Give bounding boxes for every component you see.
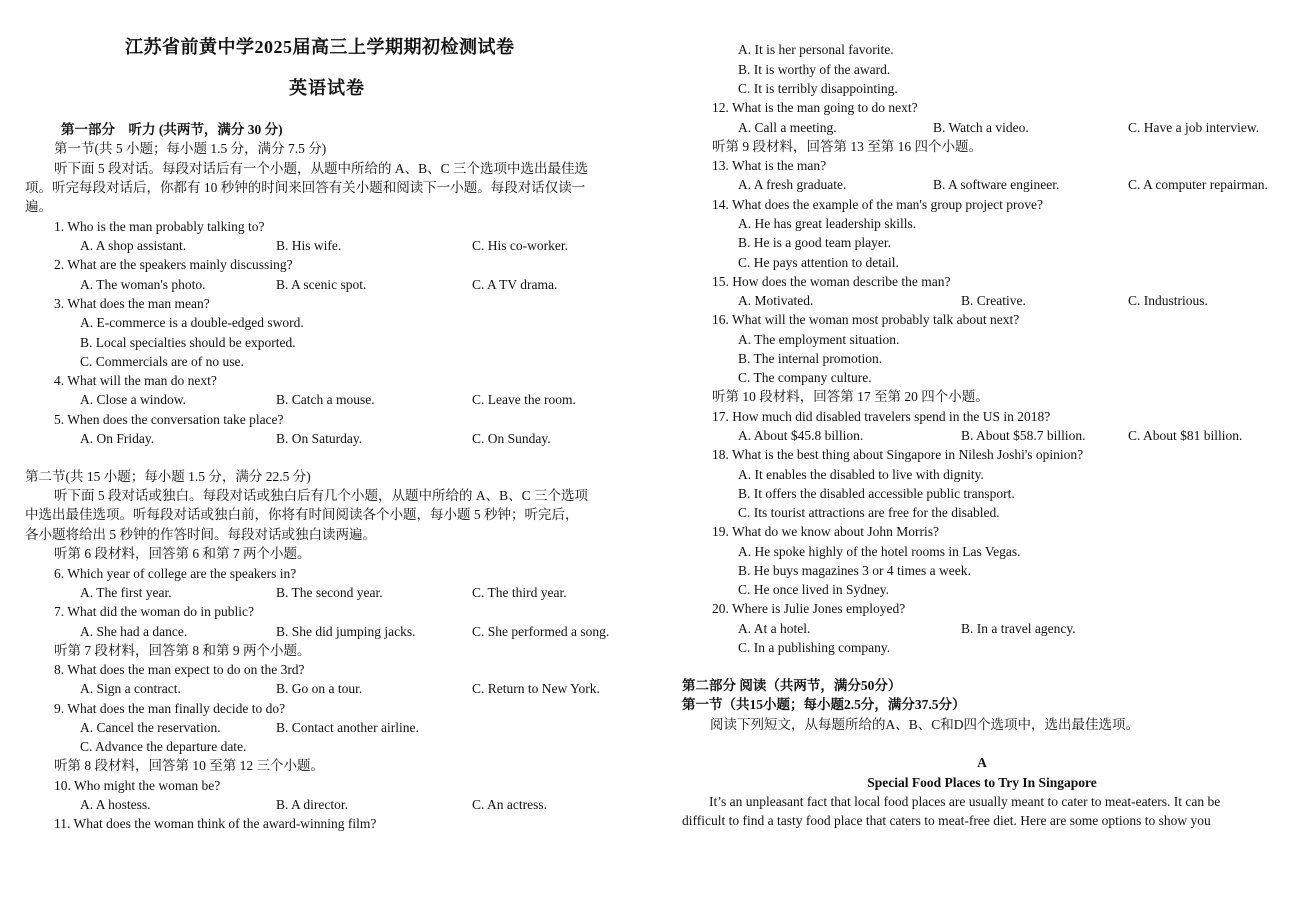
option-c: C. On Sunday.	[472, 431, 551, 446]
question-text: 10. Who might the woman be?	[54, 778, 221, 793]
question-text: 19. What do we know about John Morris?	[712, 524, 939, 539]
section1-instructions-line: 遍。	[25, 199, 52, 214]
option-b: B. Go on a tour.	[276, 681, 363, 696]
option-a: A. A hostess.	[80, 797, 151, 812]
passage-line: difficult to find a tasty food place that caters to meat-free diet. Here are some options to show you	[682, 813, 1211, 828]
option-b: B. Catch a mouse.	[276, 392, 375, 407]
section2-instructions-line: 中选出最佳选项。听每段对话或独白前，你将有时间阅读各个小题，每小题 5 秒钟；听完后，	[25, 507, 579, 522]
option-b: B. She did jumping jacks.	[276, 624, 416, 639]
material-note: 听第 6 段材料，回答第 6 和第 7 两个小题。	[54, 546, 311, 561]
option-b: B. On Saturday.	[276, 431, 363, 446]
question-text: 2. What are the speakers mainly discussing?	[54, 257, 293, 272]
passage-letter: A	[977, 755, 987, 770]
question-text: 8. What does the man expect to do on the 3rd?	[54, 662, 305, 677]
option-c: C. It is terribly disappointing.	[738, 81, 898, 96]
option-c: C. In a publishing company.	[738, 640, 891, 655]
part1-heading: 第一部分 听力 (共两节，满分 30 分)	[61, 122, 283, 137]
section2-heading: 第二节(共 15 小题；每小题 1.5 分，满分 22.5 分)	[25, 469, 311, 484]
option-a: A. The first year.	[80, 585, 172, 600]
option-c: C. Commercials are of no use.	[80, 354, 244, 369]
option-c: C. The company culture.	[738, 370, 872, 385]
question-text: 11. What does the woman think of the award-winning film?	[54, 816, 377, 831]
material-note: 听第 9 段材料，回答第 13 至第 16 四个小题。	[712, 139, 982, 154]
option-c: C. The third year.	[472, 585, 567, 600]
material-note: 听第 10 段材料，回答第 17 至第 20 四个小题。	[712, 389, 989, 404]
option-c: C. A computer repairman.	[1128, 177, 1268, 192]
option-a: A. At a hotel.	[738, 621, 811, 636]
question-text: 18. What is the best thing about Singapore in Nilesh Joshi's opinion?	[712, 447, 1084, 462]
option-c: C. Return to New York.	[472, 681, 600, 696]
option-b: B. His wife.	[276, 238, 342, 253]
material-note: 听第 7 段材料，回答第 8 和第 9 两个小题。	[54, 643, 311, 658]
question-text: 14. What does the example of the man's group project prove?	[712, 197, 1043, 212]
option-b: B. Contact another airline.	[276, 720, 419, 735]
option-b: B. The second year.	[276, 585, 383, 600]
option-a: A. The woman's photo.	[80, 277, 206, 292]
option-b: B. The internal promotion.	[738, 351, 883, 366]
option-a: A. He spoke highly of the hotel rooms in Las Vegas.	[738, 544, 1021, 559]
option-a: A. She had a dance.	[80, 624, 188, 639]
option-a: A. A fresh graduate.	[738, 177, 847, 192]
passage-title: Special Food Places to Try In Singapore	[867, 775, 1097, 790]
question-text: 6. Which year of college are the speakers in?	[54, 566, 297, 581]
option-c: C. She performed a song.	[472, 624, 610, 639]
option-b: B. He buys magazines 3 or 4 times a week.	[738, 563, 971, 578]
question-text: 20. Where is Julie Jones employed?	[712, 601, 906, 616]
question-text: 12. What is the man going to do next?	[712, 100, 918, 115]
option-b: B. About $58.7 billion.	[961, 428, 1086, 443]
section2-instructions-line: 听下面 5 段对话或独白。每段对话或独白后有几个小题，从题中所给的 A、B、C 三个选项	[54, 488, 589, 503]
option-a: A. E-commerce is a double-edged sword.	[80, 315, 304, 330]
option-a: A. Call a meeting.	[738, 120, 837, 135]
part2-instructions: 阅读下列短文，从每题所给的A、B、C和D四个选项中，选出最佳选项。	[710, 717, 1140, 732]
option-b: B. He is a good team player.	[738, 235, 891, 250]
question-text: 15. How does the woman describe the man?	[712, 274, 951, 289]
option-c: C. Leave the room.	[472, 392, 576, 407]
question-text: 9. What does the man finally decide to do?	[54, 701, 286, 716]
option-c: C. He pays attention to detail.	[738, 255, 899, 270]
question-text: 3. What does the man mean?	[54, 296, 210, 311]
option-b: B. It offers the disabled accessible public transport.	[738, 486, 1015, 501]
option-a: A. On Friday.	[80, 431, 155, 446]
section1-heading: 第一节(共 5 小题；每小题 1.5 分，满分 7.5 分)	[54, 141, 327, 156]
option-c: C. About $81 billion.	[1128, 428, 1243, 443]
option-a: A. The employment situation.	[738, 332, 900, 347]
section2-instructions-line: 各小题将给出 5 秒钟的作答时间。每段对话或独白读两遍。	[25, 527, 376, 542]
option-a: A. It is her personal favorite.	[738, 42, 894, 57]
question-text: 7. What did the woman do in public?	[54, 604, 254, 619]
section1-instructions-line: 听下面 5 段对话。每段对话后有一个小题，从题中所给的 A、B、C 三个选项中选出最佳选	[54, 161, 589, 176]
exam-title: 江苏省前黄中学2025届高三上学期期初检测试卷	[125, 37, 515, 57]
question-text: 16. What will the woman most probably talk about next?	[712, 312, 1020, 327]
option-c: C. A TV drama.	[472, 277, 558, 292]
option-b: B. Watch a video.	[933, 120, 1029, 135]
option-c: C. An actress.	[472, 797, 547, 812]
option-b: B. Creative.	[961, 293, 1026, 308]
option-a: A. It enables the disabled to live with dignity.	[738, 467, 984, 482]
section1-instructions-line: 项。听完每段对话后，你都有 10 秒钟的时间来回答有关小题和阅读下一小题。每段对话仅读一	[25, 180, 586, 195]
material-note: 听第 8 段材料，回答第 10 至第 12 三个小题。	[54, 758, 324, 773]
part2-section1-heading: 第一节（共15小题；每小题2.5分，满分37.5分）	[682, 697, 966, 712]
question-text: 17. How much did disabled travelers spend in the US in 2018?	[712, 409, 1051, 424]
option-a: A. Motivated.	[738, 293, 814, 308]
option-c: C. Its tourist attractions are free for the disabled.	[738, 505, 1000, 520]
question-text: 13. What is the man?	[712, 158, 827, 173]
option-a: A. A shop assistant.	[80, 238, 187, 253]
option-b: B. A scenic spot.	[276, 277, 367, 292]
question-text: 5. When does the conversation take place?	[54, 412, 284, 427]
option-c: C. Have a job interview.	[1128, 120, 1260, 135]
part2-heading: 第二部分 阅读（共两节，满分50分）	[682, 678, 902, 693]
option-b: B. In a travel agency.	[961, 621, 1076, 636]
option-b: B. It is worthy of the award.	[738, 62, 891, 77]
option-c: C. He once lived in Sydney.	[738, 582, 889, 597]
exam-subtitle: 英语试卷	[289, 78, 365, 98]
passage-line: It’s an unpleasant fact that local food places are usually meant to cater to meat-eaters. It can be	[709, 794, 1221, 809]
option-a: A. About $45.8 billion.	[738, 428, 864, 443]
question-text: 1. Who is the man probably talking to?	[54, 219, 265, 234]
option-a: A. Close a window.	[80, 392, 186, 407]
option-c: C. Advance the departure date.	[80, 739, 247, 754]
option-c: C. Industrious.	[1128, 293, 1208, 308]
option-a: A. Sign a contract.	[80, 681, 181, 696]
option-a: A. He has great leadership skills.	[738, 216, 917, 231]
option-b: B. A software engineer.	[933, 177, 1060, 192]
option-b: B. A director.	[276, 797, 348, 812]
option-a: A. Cancel the reservation.	[80, 720, 221, 735]
option-b: B. Local specialties should be exported.	[80, 335, 296, 350]
option-c: C. His co-worker.	[472, 238, 568, 253]
question-text: 4. What will the man do next?	[54, 373, 217, 388]
